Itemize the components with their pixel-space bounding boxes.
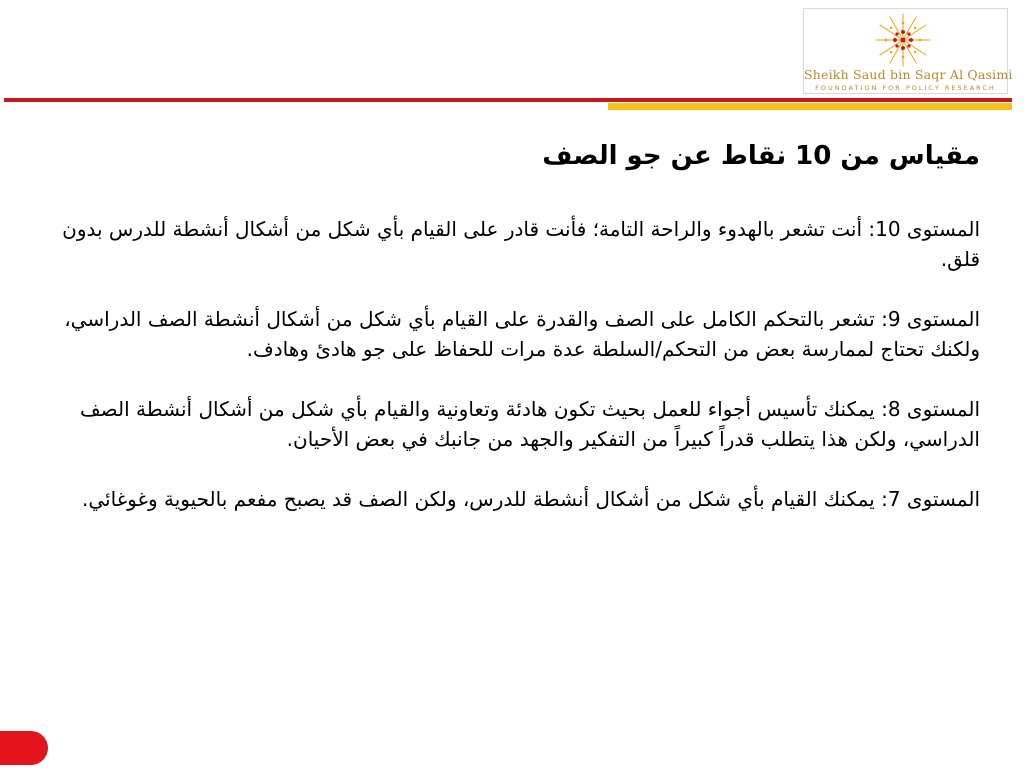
header-divider-red [4,98,1012,102]
slide-corner-tab [0,731,48,765]
paragraph-level-9: المستوى 9: تشعر بالتحكم الكامل على الصف والقدرة على القيام بأي شكل من أشكال أنشطة الصف الدراسي، ولكنك تحتاج لممارسة بعض من التحكم/السلطة عدة مرات للحفاظ على جو هادئ وهادف. [64,306,980,361]
starburst-logo-icon [870,11,936,69]
paragraph-level-7: المستوى 7: يمكنك القيام بأي شكل من أشكال أنشطة للدرس، ولكن الصف قد يصبح مفعم بالحيوية وغوغائي. [82,486,980,511]
foundation-logo [803,8,1013,94]
header-divider-gold [608,103,1012,110]
logo-subtitle: FOUNDATION FOR POLICY RESEARCH [815,84,996,92]
paragraph-level-8: المستوى 8: يمكنك تأسيس أجواء للعمل بحيث تكون هادئة وتعاونية والقيام بأي شكل من أشكال أنشطة الصف الدراسي، ولكن هذا يتطلب قدراً كبيراً من التفكير والجهد من جانبك في بعض الأحيان. [79,396,980,451]
slide-content [48,140,980,544]
slide-title: مقياس من 10 نقاط عن جو الصف [542,141,980,171]
paragraph-level-10: المستوى 10: أنت تشعر بالهدوء والراحة التامة؛ فأنت قادر على القيام بأي شكل من أشكال أنشطة للدرس بدون قلق. [62,216,980,271]
logo-name: Sheikh Saud bin Saqr Al Qasimi [804,67,1013,82]
